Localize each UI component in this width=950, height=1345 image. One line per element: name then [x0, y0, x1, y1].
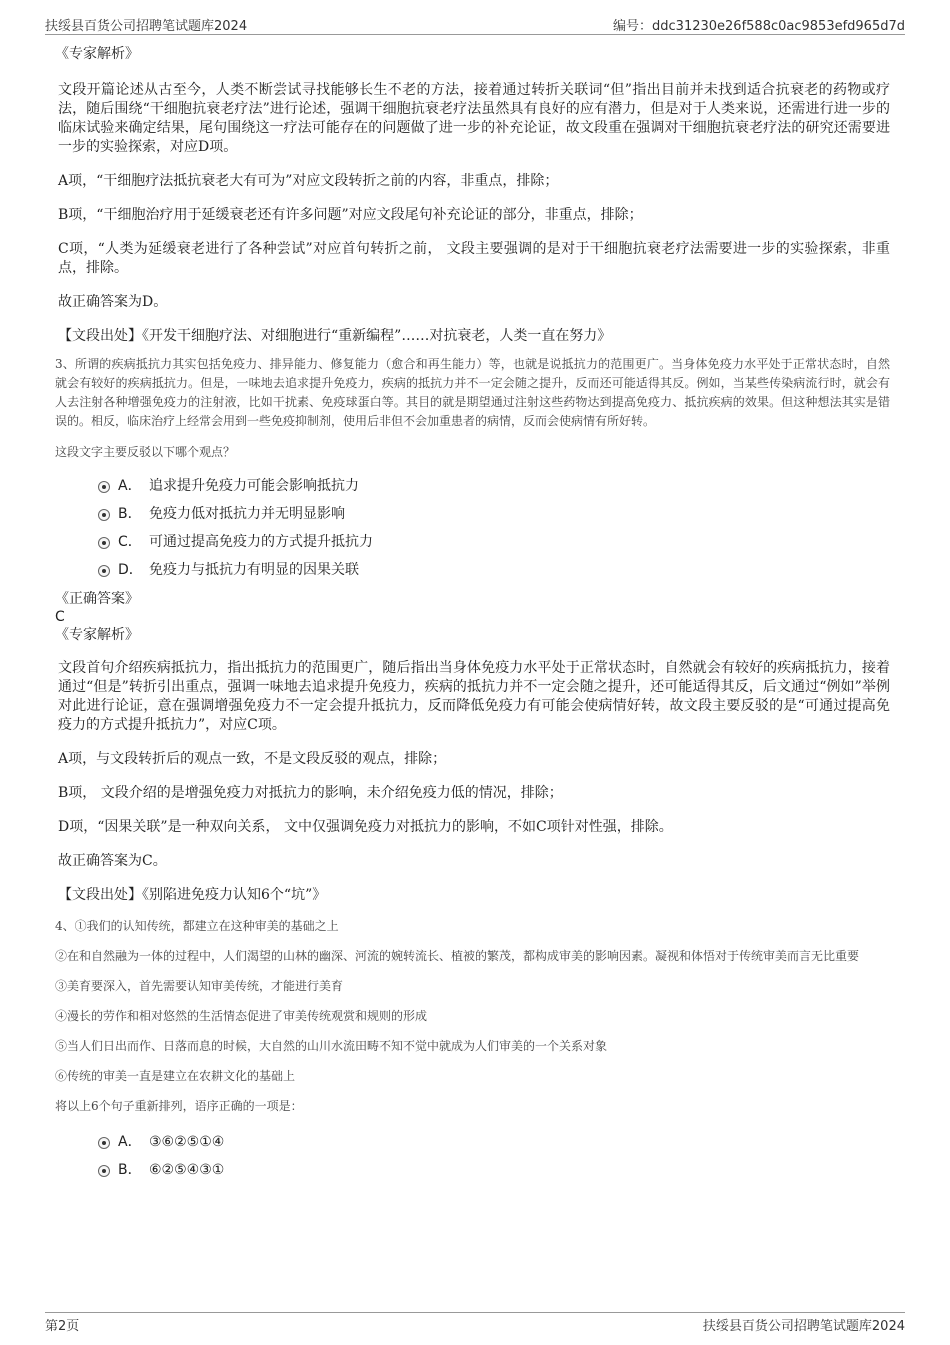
question-4-sentence-4: ④漫长的劳作和相对悠然的生活情态促进了审美传统观赏和规则的形成 — [55, 1009, 428, 1023]
option-d-analysis: D项，“因果关联”是一种双向关系， 文中仅强调免疫力对抵抗力的影响，不如C项针对性强，排除。 — [58, 819, 673, 835]
option-text: ⑥②⑤④③① — [149, 1162, 225, 1178]
header-title: 扶绥县百货公司招聘笔试题库2024 — [45, 19, 248, 34]
page-content — [55, 44, 890, 1184]
option-text: ③⑥②⑤①④ — [149, 1134, 225, 1150]
option-c-analysis: C项，“人类为延缓衰老进行了各种尝试”对应首句转折之前， 文段主要强调的是对于干细胞抗衰老疗法需要进一步的实验探索，非重点，排除。 — [58, 241, 890, 276]
correct-answer: C — [55, 609, 65, 625]
option-text: 追求提升免疫力可能会影响抵抗力 — [149, 478, 359, 494]
option-letter: C． — [118, 534, 142, 550]
option-letter: A． — [118, 1134, 142, 1150]
conclusion: 故正确答案为D。 — [58, 294, 168, 310]
source-citation: 【文段出处】《开发干细胞疗法、对细胞进行“重新编程”……对抗衰老，人类一直在努力》 — [58, 328, 612, 344]
option-b-analysis: B项， 文段介绍的是增强免疫力对抵抗力的影响，未介绍免疫力低的情况，排除； — [58, 785, 563, 801]
option-text: 可通过提高免疫力的方式提升抵抗力 — [149, 534, 373, 550]
option-a[interactable] — [55, 1128, 890, 1156]
option-b-analysis: B项，“干细胞治疗用于延缓衰老还有许多问题”对应文段尾句补充论证的部分，非重点，排除； — [58, 207, 643, 223]
radio-button-icon[interactable] — [98, 537, 110, 549]
expert-analysis-label: 《专家解析》 — [55, 627, 139, 643]
option-letter: D． — [118, 562, 143, 578]
page-header — [45, 12, 905, 35]
radio-button-icon[interactable] — [98, 509, 110, 521]
option-c[interactable] — [55, 528, 890, 556]
question-4-sentence-2: ②在和自然融为一体的过程中，人们渴望的山林的幽深、河流的婉转流长、植被的繁茂，都构成审美的影响因素。凝视和体悟对于传统审美而言无比重要 — [55, 949, 860, 963]
option-letter: A． — [118, 478, 142, 494]
question-3-options — [55, 472, 890, 584]
question-3-passage: 3、所谓的疾病抵抗力其实包括免疫力、排异能力、修复能力（愈合和再生能力）等，也就是说抵抗力的范围更广。当身体免疫力水平处于正常状态时，自然就会有较好的疾病抵抗力。但是，一味地去追求提升免疫力，疾病的抵抗力并不一定会随之提升，反而还可能适得其反。例如，当某些传染病流行时，就会有人去注射各种增强免疫力的注射液，比如干扰素、免疫球蛋白等。其目的就是期望通过注射这些药物达到提高免疫力、抵抗疾病的效果。但这种想法其实是错误的。相反，临床治疗上经常会用到一些免疫抑制剂，使用后非但不会加重患者的病情，反而会使病情有所好转。 — [55, 357, 890, 428]
question-4-sentence-6: ⑥传统的审美一直是建立在农耕文化的基础上 — [55, 1069, 296, 1083]
radio-button-icon[interactable] — [98, 565, 110, 577]
footer-title: 扶绥县百货公司招聘笔试题库2024 — [702, 1319, 905, 1334]
question-3-prompt: 这段文字主要反驳以下哪个观点？ — [55, 445, 236, 459]
radio-button-icon[interactable] — [98, 1137, 110, 1149]
option-b[interactable] — [55, 1156, 890, 1184]
source-citation: 【文段出处】《别陷进免疫力认知6个“坑”》 — [58, 887, 327, 903]
page-number: 第2页 — [45, 1319, 80, 1334]
analysis-text: 文段首句介绍疾病抵抗力，指出抵抗力的范围更广，随后指出当身体免疫力水平处于正常状态时，自然就会有较好的疾病抵抗力，接着通过“但是”转折引出重点，强调一味地去追求提升免疫力，疾病的抵抗力并不一定会随之提升，还可能适得其反，后文通过“例如”举例对此进行论证，意在强调增强免疫力不一定会提升抵抗力，反而降低免疫力有可能会使病情好转，故文段主要反驳的是“可通过提高免疫力的方式提升抵抗力”，对应C项。 — [58, 660, 890, 733]
page-footer — [45, 1312, 905, 1333]
option-b[interactable] — [55, 500, 890, 528]
conclusion: 故正确答案为C。 — [58, 853, 167, 869]
option-a[interactable] — [55, 472, 890, 500]
analysis-text: 文段开篇论述从古至今，人类不断尝试寻找能够长生不老的方法，接着通过转折关联词“但”指出目前并未找到适合抗衰老的药物或疗法，随后围绕“干细胞抗衰老疗法”进行论述，强调干细胞抗衰老疗法虽然具有良好的应有潜力，但是对于人类来说，还需进行进一步的临床试验来确定结果，尾句围绕这一疗法可能存在的问题做了进一步的补充论证，故文段重在强调对干细胞抗衰老疗法的研究还需要进一步的实验探索，对应D项。 — [58, 82, 890, 155]
option-letter: B． — [118, 1162, 142, 1178]
radio-button-icon[interactable] — [98, 1165, 110, 1177]
option-a-analysis: A项，“干细胞疗法抵抗衰老大有可为”对应文段转折之前的内容，非重点，排除； — [58, 173, 559, 189]
question-4-sentence-3: ③美育要深入，首先需要认知审美传统，才能进行美育 — [55, 979, 344, 993]
header-doc-number: 编号：ddc31230e26f588c0ac9853efd965d7d — [613, 19, 905, 34]
question-4-options — [55, 1128, 890, 1184]
option-a-analysis: A项，与文段转折后的观点一致，不是文段反驳的观点，排除； — [58, 751, 447, 767]
option-text: 免疫力与抵抗力有明显的因果关联 — [149, 562, 359, 578]
option-text: 免疫力低对抵抗力并无明显影响 — [149, 506, 345, 522]
radio-button-icon[interactable] — [98, 481, 110, 493]
option-d[interactable] — [55, 556, 890, 584]
correct-answer-label: 《正确答案》 — [55, 591, 139, 607]
option-letter: B． — [118, 506, 142, 522]
question-4-sentence-1: 4、①我们的认知传统，都建立在这种审美的基础之上 — [55, 919, 339, 933]
question-4-sentence-5: ⑤当人们日出而作、日落而息的时候，大自然的山川水流田畴不知不觉中就成为人们审美的一个关系对象 — [55, 1039, 608, 1053]
expert-analysis-label: 《专家解析》 — [55, 46, 139, 62]
question-4-prompt: 将以上6个句子重新排列，语序正确的一项是： — [55, 1099, 303, 1113]
